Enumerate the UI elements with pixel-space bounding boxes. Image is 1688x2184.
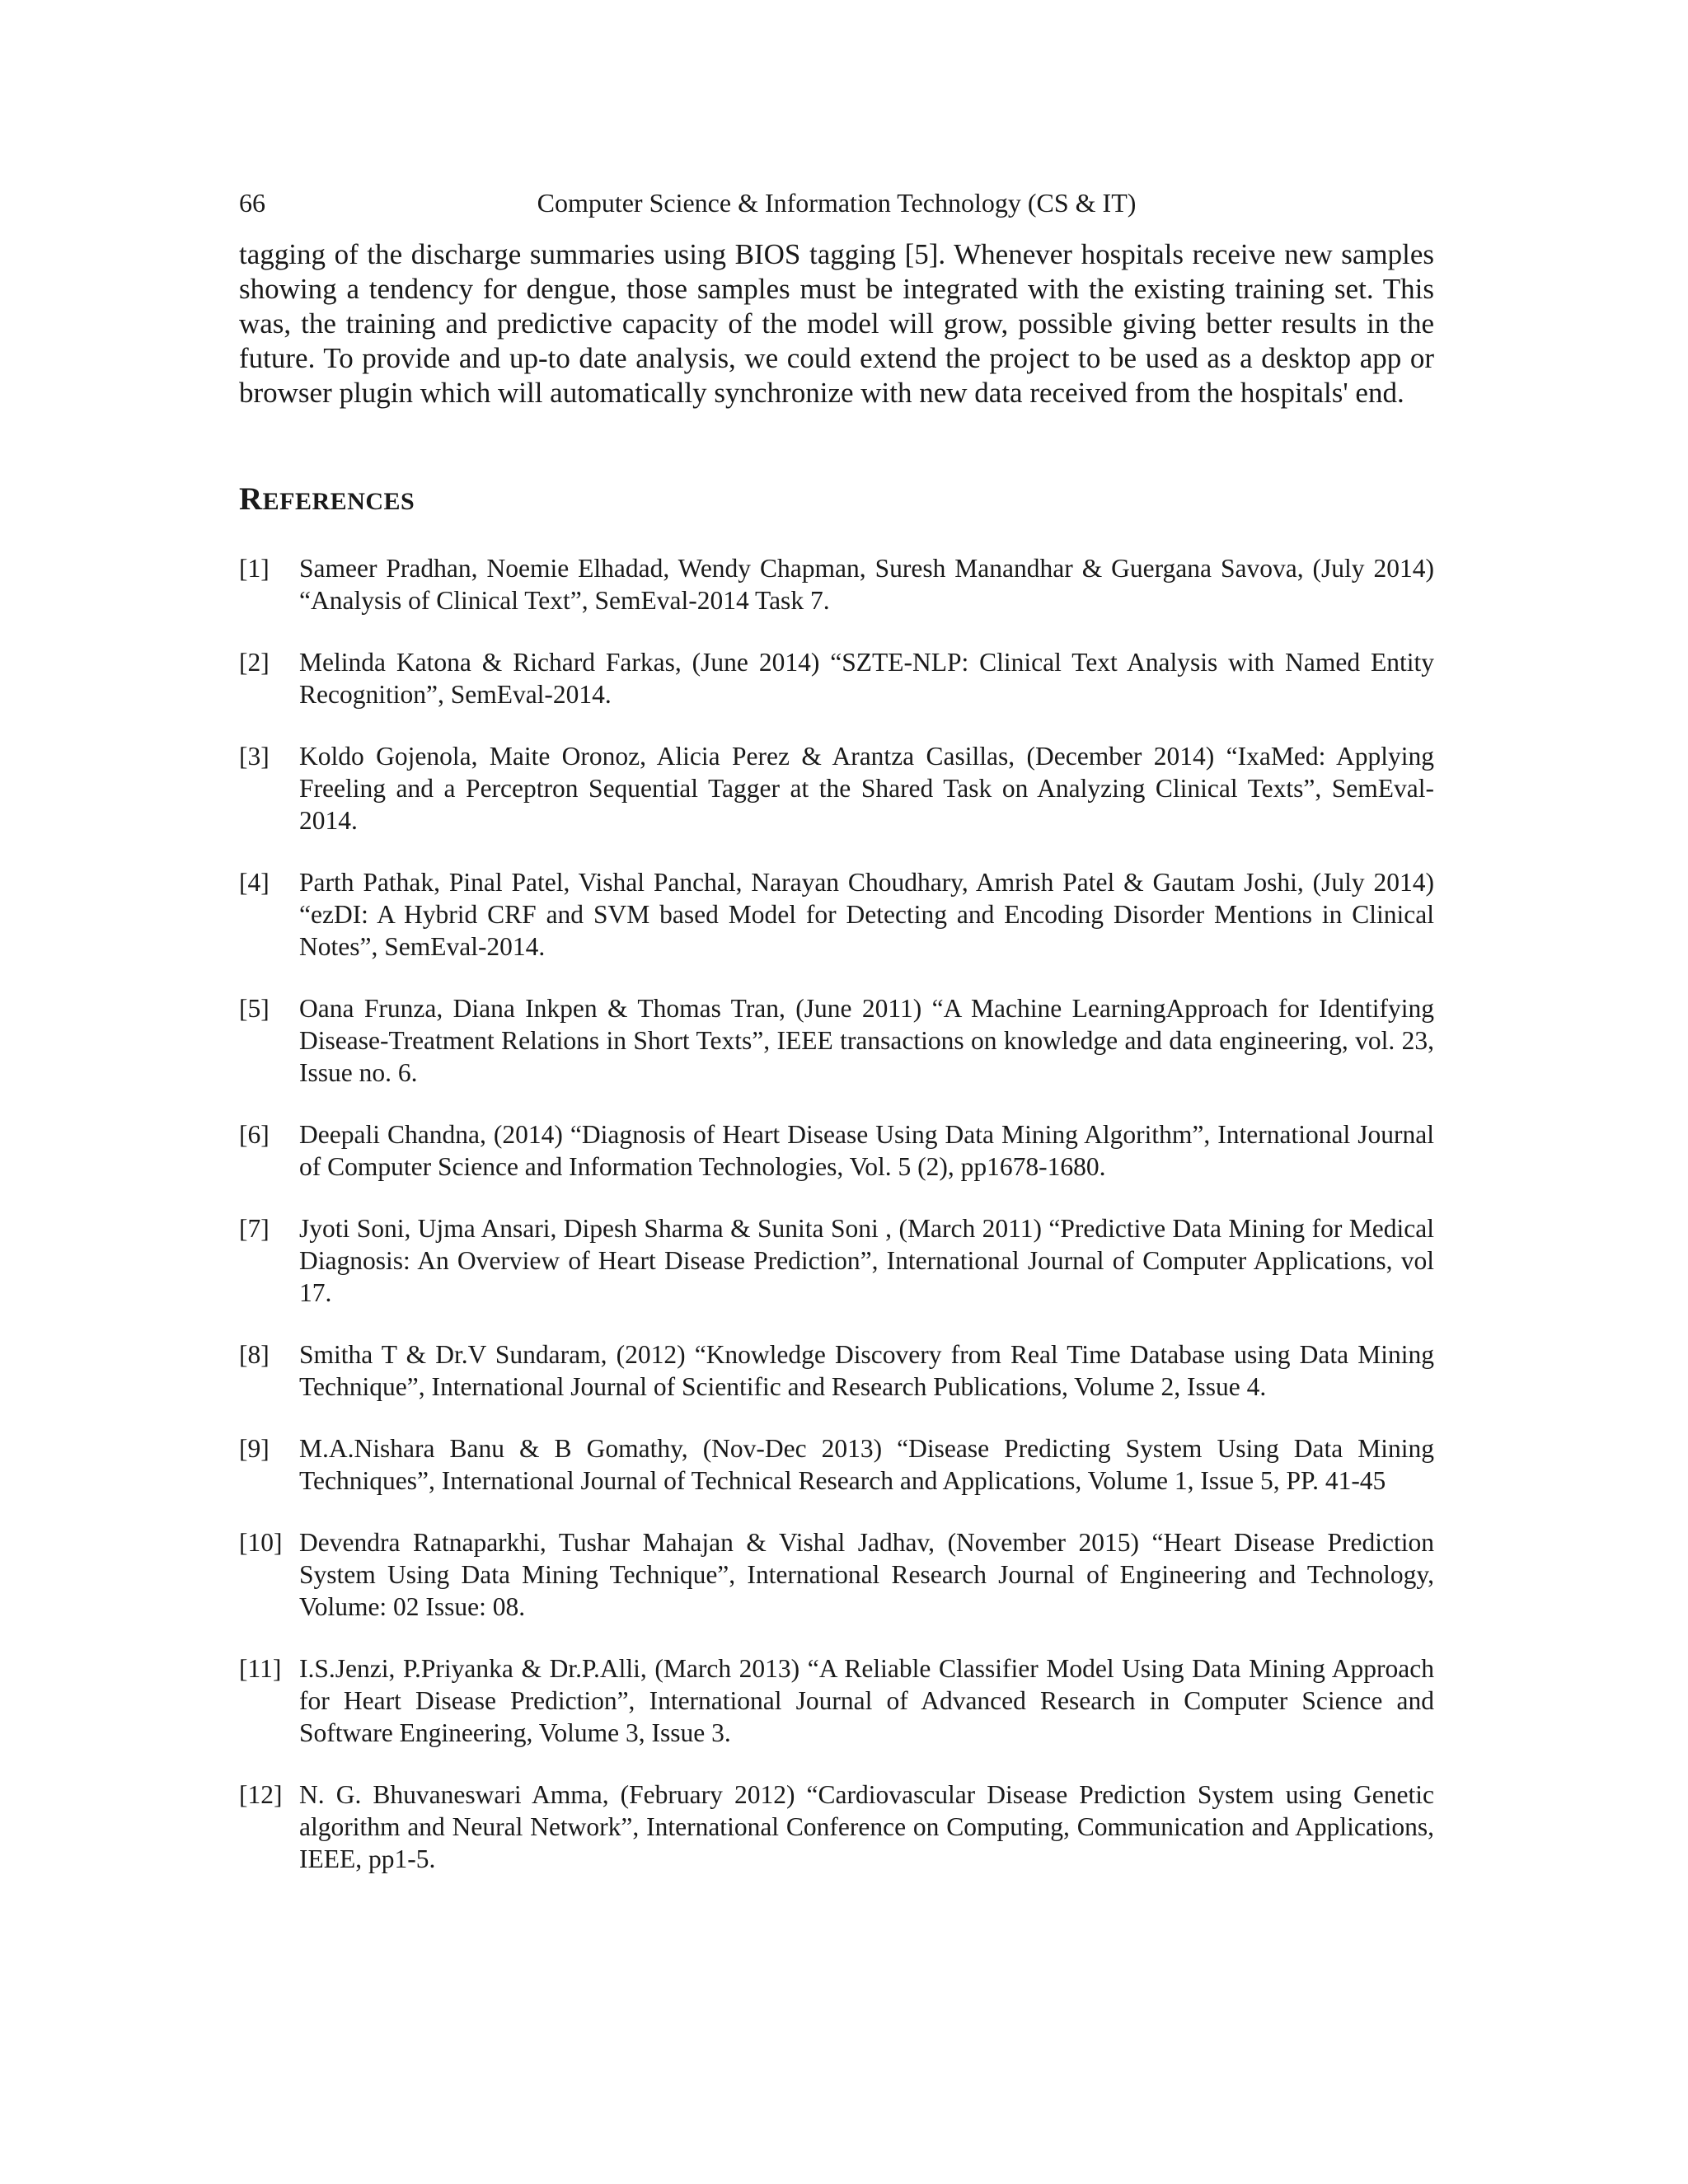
reference-label: [11]	[239, 1654, 282, 1683]
reference-label: [6]	[239, 1120, 270, 1149]
running-title: Computer Science & Information Technology (CS & IT)	[537, 188, 1137, 218]
reference-label: [5]	[239, 994, 270, 1023]
reference-list	[239, 552, 1434, 1905]
reference-text: Oana Frunza, Diana Inkpen & Thomas Tran, (June 2011) “A Machine LearningApproach for Identifying Disease-Treatment Relations in Short Texts”, IEEE transactions on knowledge and data engineering, vol. 23, Issue no. 6.	[299, 994, 1434, 1087]
reference-text: Smitha T & Dr.V Sundaram, (2012) “Knowledge Discovery from Real Time Database using Data Mining Technique”, International Journal of Scientific and Research Publications, Volume 2, Issue 4.	[299, 1340, 1434, 1401]
reference-item	[239, 1652, 1434, 1749]
reference-label: [7]	[239, 1214, 270, 1243]
reference-label: [4]	[239, 868, 270, 897]
reference-text: Melinda Katona & Richard Farkas, (June 2014) “SZTE-NLP: Clinical Text Analysis with Named Entity Recognition”, SemEval-2014.	[299, 648, 1434, 709]
reference-label: [12]	[239, 1780, 283, 1809]
reference-label: [9]	[239, 1434, 270, 1463]
reference-label: [2]	[239, 648, 270, 677]
reference-label: [8]	[239, 1340, 270, 1369]
body-paragraph: tagging of the discharge summaries using BIOS tagging [5]. Whenever hospitals receive new samples showing a tendency for dengue, those samples must be integrated with the existing training set. This was, the training and predictive capacity of the model will grow, possible giving better results in the future. To provide and up-to date analysis, we could extend the project to be used as a desktop app or browser plugin which will automatically synchronize with new data received from the hospitals' end.	[239, 238, 1434, 409]
reference-item	[239, 646, 1434, 710]
reference-text: M.A.Nishara Banu & B Gomathy, (Nov-Dec 2013) “Disease Predicting System Using Data Mining Techniques”, International Journal of Technical Research and Applications, Volume 1, Issue 5, PP. 41-45	[299, 1434, 1434, 1495]
reference-text: Devendra Ratnaparkhi, Tushar Mahajan & Vishal Jadhav, (November 2015) “Heart Disease Prediction System Using Data Mining Technique”, International Research Journal of Engineering and Technology, Volume: 02 Issue: 08.	[299, 1528, 1434, 1621]
reference-text: Sameer Pradhan, Noemie Elhadad, Wendy Chapman, Suresh Manandhar & Guergana Savova, (July 2014) “Analysis of Clinical Text”, SemEval-2014 Task 7.	[299, 554, 1434, 615]
reference-item	[239, 1432, 1434, 1497]
running-header	[239, 183, 1434, 223]
page-number: 66	[239, 188, 265, 218]
reference-item	[239, 552, 1434, 616]
reference-text: Koldo Gojenola, Maite Oronoz, Alicia Perez & Arantza Casillas, (December 2014) “IxaMed: Applying Freeling and a Perceptron Sequential Tagger at the Shared Task on Analyzing Clinical Texts”, SemEval-2014.	[299, 742, 1434, 835]
references-heading: REFERENCES	[239, 481, 415, 517]
reference-text: Jyoti Soni, Ujma Ansari, Dipesh Sharma & Sunita Soni , (March 2011) “Predictive Data Mining for Medical Diagnosis: An Overview of Heart Disease Prediction”, International Journal of Computer Applications, vol 17.	[299, 1214, 1434, 1307]
reference-item	[239, 1118, 1434, 1183]
reference-label: [1]	[239, 554, 270, 583]
reference-item	[239, 992, 1434, 1089]
reference-item	[239, 1526, 1434, 1623]
reference-item	[239, 866, 1434, 963]
reference-item	[239, 1212, 1434, 1309]
reference-item	[239, 1338, 1434, 1403]
reference-text: Parth Pathak, Pinal Patel, Vishal Panchal, Narayan Choudhary, Amrish Patel & Gautam Joshi, (July 2014) “ezDI: A Hybrid CRF and SVM based Model for Detecting and Encoding Disorder Mentions in Clinical Notes”, SemEval-2014.	[299, 868, 1434, 961]
reference-text: I.S.Jenzi, P.Priyanka & Dr.P.Alli, (March 2013) “A Reliable Classifier Model Using Data Mining Approach for Heart Disease Prediction”, International Journal of Advanced Research in Computer Science and Software Engineering, Volume 3, Issue 3.	[299, 1654, 1434, 1747]
reference-label: [3]	[239, 742, 270, 771]
reference-item	[239, 740, 1434, 837]
reference-text: Deepali Chandna, (2014) “Diagnosis of Heart Disease Using Data Mining Algorithm”, International Journal of Computer Science and Information Technologies, Vol. 5 (2), pp1678-1680.	[299, 1120, 1434, 1181]
reference-text: N. G. Bhuvaneswari Amma, (February 2012) “Cardiovascular Disease Prediction System using Genetic algorithm and Neural Network”, International Conference on Computing, Communication and Applications, IEEE, pp1-5.	[299, 1780, 1434, 1873]
reference-item	[239, 1779, 1434, 1875]
reference-label: [10]	[239, 1528, 283, 1557]
